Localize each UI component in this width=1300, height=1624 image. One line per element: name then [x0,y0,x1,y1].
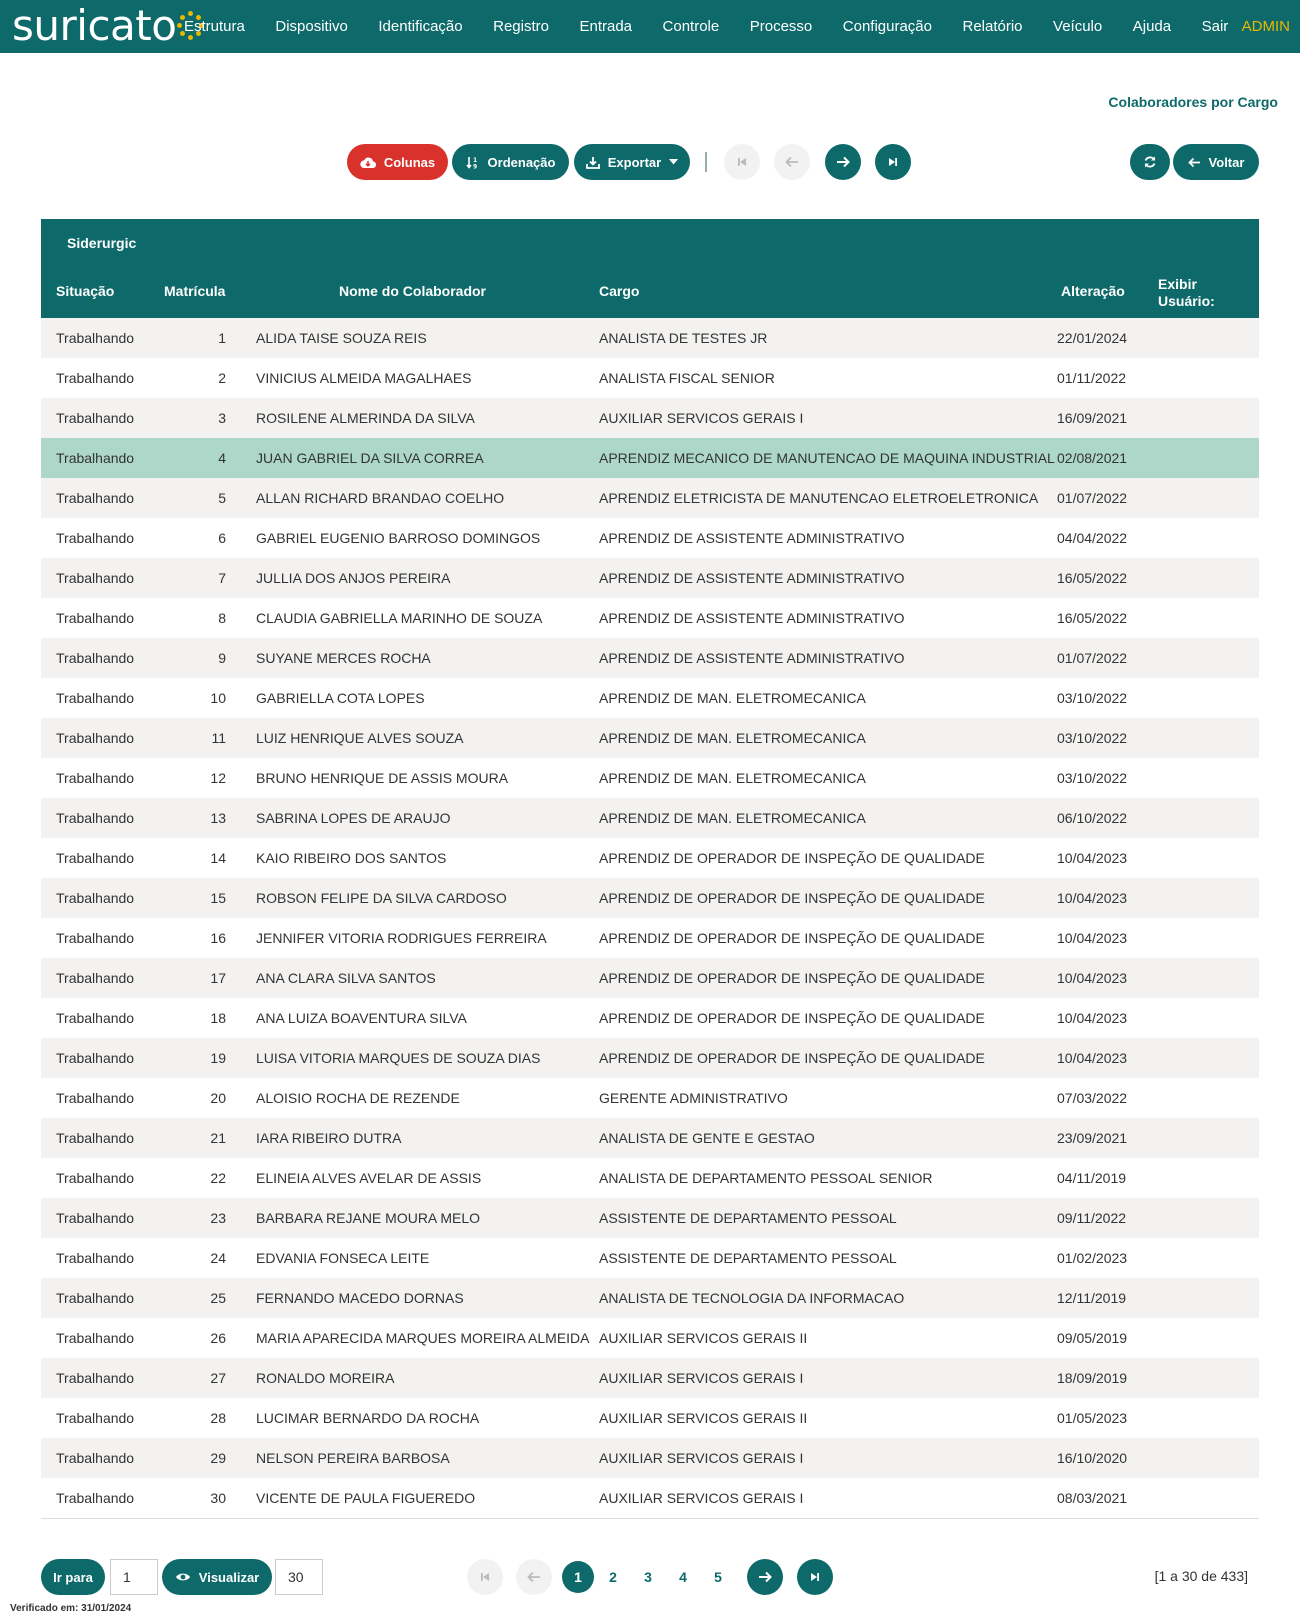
caret-down-icon [669,159,678,165]
cell-matricula: 10 [210,690,226,706]
cell-nome: KAIO RIBEIRO DOS SANTOS [256,850,447,866]
last-page-button[interactable] [875,144,911,180]
table-row[interactable] [41,1078,1259,1118]
cell-matricula: 20 [210,1090,226,1106]
cell-matricula: 30 [210,1490,226,1506]
cell-situacao: Trabalhando [56,1010,135,1026]
cell-situacao: Trabalhando [56,1170,135,1186]
cell-matricula: 27 [210,1370,226,1386]
cell-cargo: ANALISTA DE DEPARTAMENTO PESSOAL SENIOR [599,1170,933,1186]
go-to-page-input[interactable]: 1 [110,1559,158,1595]
cell-situacao: Trabalhando [56,1290,135,1306]
table-row[interactable] [41,478,1259,518]
cell-nome: ROBSON FELIPE DA SILVA CARDOSO [256,890,507,906]
skip-last-icon [887,156,899,168]
back-button-label: Voltar [1208,154,1245,170]
table-row[interactable] [41,1478,1259,1518]
cell-matricula: 26 [210,1330,226,1346]
table-row[interactable] [41,1118,1259,1158]
cell-cargo: AUXILIAR SERVICOS GERAIS I [599,1490,804,1506]
cell-cargo: APRENDIZ DE OPERADOR DE INSPEÇÃO DE QUALIDADE [599,850,985,866]
cell-cargo: APRENDIZ DE OPERADOR DE INSPEÇÃO DE QUALIDADE [599,1050,985,1066]
nav-item-configuracao[interactable]: Configuração [842,18,932,35]
cell-situacao: Trabalhando [56,1250,135,1266]
cell-nome: CLAUDIA GABRIELLA MARINHO DE SOUZA [256,610,543,626]
cell-situacao: Trabalhando [56,1090,135,1106]
cell-alteracao: 16/09/2021 [1057,410,1128,426]
cell-nome: ROSILENE ALMERINDA DA SILVA [256,410,475,426]
cell-matricula: 18 [210,1010,226,1026]
cell-situacao: Trabalhando [56,650,135,666]
toolbar-separator [705,152,707,172]
cell-situacao: Trabalhando [56,1370,135,1386]
eye-icon [175,1571,191,1583]
nav-item-entrada[interactable]: Entrada [579,18,633,35]
page-number-5[interactable]: 5 [714,1569,722,1585]
cell-cargo: APRENDIZ DE ASSISTENTE ADMINISTRATIVO [599,530,905,546]
sort-button[interactable] [452,144,569,180]
cell-nome: JULLIA DOS ANJOS PEREIRA [256,570,451,586]
cell-cargo: AUXILIAR SERVICOS GERAIS I [599,410,804,426]
cell-matricula: 4 [218,450,226,466]
table-row[interactable] [41,1278,1259,1318]
download-icon [586,156,600,169]
cell-cargo: ANALISTA FISCAL SENIOR [599,370,775,386]
cell-cargo: APRENDIZ DE MAN. ELETROMECANICA [599,810,866,826]
cell-nome: BRUNO HENRIQUE DE ASSIS MOURA [256,770,509,786]
cell-alteracao: 03/10/2022 [1057,770,1128,786]
cell-nome: NELSON PEREIRA BARBOSA [256,1450,450,1466]
cell-situacao: Trabalhando [56,1210,135,1226]
cell-nome: VINICIUS ALMEIDA MAGALHAES [256,370,472,386]
cell-nome: JUAN GABRIEL DA SILVA CORREA [256,450,484,466]
cell-situacao: Trabalhando [56,330,135,346]
table-row[interactable] [41,798,1259,838]
table-row[interactable] [41,1358,1259,1398]
cell-cargo: APRENDIZ DE OPERADOR DE INSPEÇÃO DE QUALIDADE [599,1010,985,1026]
cell-alteracao: 10/04/2023 [1057,850,1128,866]
table-row[interactable] [41,1198,1259,1238]
table-row[interactable] [41,1038,1259,1078]
svg-text:1: 1 [472,156,477,164]
cell-matricula: 15 [210,890,226,906]
sort-button-label: Ordenação [487,154,556,170]
table-row[interactable] [41,958,1259,998]
cell-situacao: Trabalhando [56,410,135,426]
cell-alteracao: 18/09/2019 [1057,1370,1128,1386]
nav-item-relatorio[interactable]: Relatório [962,18,1023,35]
cell-alteracao: 10/04/2023 [1057,1050,1128,1066]
header-cargo[interactable]: Cargo [599,283,640,299]
page-size-input[interactable]: 30 [275,1559,323,1595]
skip-first-icon [736,156,748,168]
footer-last-page-button[interactable] [797,1559,833,1595]
cell-matricula: 17 [210,970,226,986]
table-row[interactable] [41,518,1259,558]
top-navbar [0,0,1300,53]
nav-item-sair[interactable]: Sair [1201,18,1229,35]
cell-matricula: 16 [210,930,226,946]
cell-alteracao: 12/11/2019 [1057,1290,1127,1306]
back-button[interactable] [1173,144,1259,180]
cell-situacao: Trabalhando [56,850,135,866]
nav-item-identificacao[interactable]: Identificação [378,18,463,35]
cell-matricula: 1 [218,330,226,346]
cell-nome: RONALDO MOREIRA [256,1370,395,1386]
nav-item-registro[interactable]: Registro [493,18,549,35]
cell-alteracao: 08/03/2021 [1057,1490,1128,1506]
table-row[interactable] [41,638,1259,678]
columns-button[interactable] [347,144,448,180]
cell-nome: JENNIFER VITORIA RODRIGUES FERREIRA [256,930,547,946]
cell-alteracao: 02/08/2021 [1057,450,1128,466]
footer-next-page-button[interactable] [747,1559,783,1595]
cell-nome: LUISA VITORIA MARQUES DE SOUZA DIAS [256,1050,541,1066]
next-page-button[interactable] [825,144,861,180]
arrow-left-icon [785,156,799,168]
cell-situacao: Trabalhando [56,1050,135,1066]
header-nome[interactable]: Nome do Colaborador [339,283,487,299]
cell-alteracao: 01/11/2022 [1057,370,1127,386]
cell-matricula: 24 [210,1250,226,1266]
nav-item-veiculo[interactable]: Veículo [1053,18,1103,35]
header-exibir-line1: Exibir [1158,276,1197,292]
table-row[interactable] [41,998,1259,1038]
user-admin-link[interactable]: ADMIN [1241,18,1290,35]
cell-cargo: ANALISTA DE TESTES JR [599,330,768,346]
cell-nome: GABRIEL EUGENIO BARROSO DOMINGOS [256,530,541,546]
cell-matricula: 5 [218,490,226,506]
cell-situacao: Trabalhando [56,1130,135,1146]
report-title: Colaboradores por Cargo [1108,94,1278,110]
cell-alteracao: 06/10/2022 [1057,810,1128,826]
table-row[interactable] [41,718,1259,758]
cell-matricula: 23 [210,1210,226,1226]
arrow-left-icon [527,1571,541,1583]
cell-cargo: AUXILIAR SERVICOS GERAIS I [599,1370,804,1386]
cell-cargo: ASSISTENTE DE DEPARTAMENTO PESSOAL [599,1210,897,1226]
table-row[interactable] [41,678,1259,718]
main-menu [184,0,1259,53]
cell-alteracao: 16/05/2022 [1057,570,1128,586]
record-range-info: [1 a 30 de 433] [1154,1568,1248,1584]
cell-situacao: Trabalhando [56,1330,135,1346]
page-number-4[interactable]: 4 [679,1569,687,1585]
cell-situacao: Trabalhando [56,530,135,546]
cell-cargo: AUXILIAR SERVICOS GERAIS I [599,1450,804,1466]
cell-alteracao: 10/04/2023 [1057,890,1128,906]
export-button[interactable] [574,144,690,180]
cell-situacao: Trabalhando [56,770,135,786]
table-row[interactable] [41,918,1259,958]
header-alteracao[interactable]: Alteração [1061,283,1125,299]
cell-situacao: Trabalhando [56,810,135,826]
view-count-button[interactable] [162,1559,272,1595]
cell-matricula: 9 [218,650,226,666]
cell-cargo: APRENDIZ DE MAN. ELETROMECANICA [599,690,866,706]
cell-situacao: Trabalhando [56,370,135,386]
header-matricula[interactable]: Matrícula [164,283,226,299]
group-label: Siderurgic [67,235,137,251]
cell-cargo: APRENDIZ DE MAN. ELETROMECANICA [599,770,866,786]
cell-alteracao: 03/10/2022 [1057,690,1128,706]
cell-matricula: 29 [210,1450,226,1466]
cell-cargo: ASSISTENTE DE DEPARTAMENTO PESSOAL [599,1250,897,1266]
cell-situacao: Trabalhando [56,890,135,906]
arrow-right-icon [758,1571,772,1583]
previous-page-button[interactable] [774,144,810,180]
suricato-logo[interactable] [12,2,204,50]
cell-matricula: 19 [210,1050,226,1066]
cell-cargo: APRENDIZ ELETRICISTA DE MANUTENCAO ELETROELETRONICA [599,490,1039,506]
cell-cargo: AUXILIAR SERVICOS GERAIS II [599,1410,808,1426]
cell-nome: FERNANDO MACEDO DORNAS [256,1290,464,1306]
cell-alteracao: 01/07/2022 [1057,490,1128,506]
cell-alteracao: 16/05/2022 [1057,610,1128,626]
cell-alteracao: 04/04/2022 [1057,530,1128,546]
cell-matricula: 2 [218,370,226,386]
cell-situacao: Trabalhando [56,970,135,986]
table-row[interactable] [41,558,1259,598]
cell-situacao: Trabalhando [56,570,135,586]
skip-first-icon [479,1571,491,1583]
cell-nome: VICENTE DE PAULA FIGUEREDO [256,1490,476,1506]
cell-nome: LUCIMAR BERNARDO DA ROCHA [256,1410,480,1426]
cell-situacao: Trabalhando [56,730,135,746]
cell-nome: ALIDA TAISE SOUZA REIS [256,330,427,346]
cell-alteracao: 10/04/2023 [1057,1010,1128,1026]
svg-text:9: 9 [472,163,477,169]
table-row[interactable] [41,398,1259,438]
cell-nome: IARA RIBEIRO DUTRA [256,1130,402,1146]
nav-item-dispositivo[interactable]: Dispositivo [275,18,348,35]
cell-alteracao: 03/10/2022 [1057,730,1128,746]
cell-alteracao: 01/05/2023 [1057,1410,1128,1426]
arrow-right-icon [836,156,850,168]
cell-alteracao: 22/01/2024 [1057,330,1128,346]
cell-situacao: Trabalhando [56,1410,135,1426]
cell-cargo: APRENDIZ DE MAN. ELETROMECANICA [599,730,866,746]
logo-text: suricato [12,1,177,50]
cell-nome: GABRIELLA COTA LOPES [256,690,425,706]
cell-matricula: 13 [210,810,226,826]
cell-cargo: APRENDIZ DE OPERADOR DE INSPEÇÃO DE QUALIDADE [599,930,985,946]
cell-alteracao: 04/11/2019 [1057,1170,1127,1186]
cell-cargo: GERENTE ADMINISTRATIVO [599,1090,788,1106]
cell-nome: EDVANIA FONSECA LEITE [256,1250,430,1266]
header-situacao[interactable]: Situação [56,283,115,299]
refresh-button[interactable] [1130,144,1170,180]
cell-matricula: 6 [218,530,226,546]
cell-nome: LUIZ HENRIQUE ALVES SOUZA [256,730,464,746]
table-row[interactable] [41,318,1259,358]
cell-matricula: 3 [218,410,226,426]
table-row[interactable] [41,758,1259,798]
cell-alteracao: 07/03/2022 [1057,1090,1128,1106]
employees-table [41,219,1259,1519]
nav-item-processo[interactable]: Processo [749,18,813,35]
arrow-left-icon [1188,157,1201,168]
go-to-button[interactable]: Ir para [41,1559,105,1595]
columns-button-label: Colunas [383,154,436,170]
cell-situacao: Trabalhando [56,450,135,466]
cell-nome: ANA LUIZA BOAVENTURA SILVA [256,1010,467,1026]
sort-numeric-icon [466,156,480,169]
cell-cargo: ANALISTA DE GENTE E GESTAO [599,1130,815,1146]
cell-nome: ALOISIO ROCHA DE REZENDE [256,1090,460,1106]
cell-matricula: 25 [210,1290,226,1306]
cell-cargo: APRENDIZ DE ASSISTENTE ADMINISTRATIVO [599,570,905,586]
cell-matricula: 11 [211,730,226,746]
nav-item-estrutura[interactable]: Estrutura [184,18,245,35]
cell-matricula: 22 [210,1170,226,1186]
cell-matricula: 8 [218,610,226,626]
table-row[interactable] [41,1438,1259,1478]
cell-situacao: Trabalhando [56,1490,135,1506]
table-row[interactable] [41,1238,1259,1278]
cell-alteracao: 16/10/2020 [1057,1450,1128,1466]
table-row[interactable] [41,438,1259,478]
cell-matricula: 14 [210,850,226,866]
cell-alteracao: 10/04/2023 [1057,930,1128,946]
page-number-3[interactable]: 3 [644,1569,652,1585]
cell-nome: ALLAN RICHARD BRANDAO COELHO [256,490,505,506]
cell-nome: SUYANE MERCES ROCHA [256,650,431,666]
cell-situacao: Trabalhando [56,1450,135,1466]
export-button-label: Exportar [607,154,662,170]
cell-matricula: 21 [210,1130,226,1146]
page-number-1[interactable]: 1 [562,1561,594,1593]
table-row[interactable] [41,1318,1259,1358]
cell-nome: MARIA APARECIDA MARQUES MOREIRA ALMEIDA [256,1330,590,1346]
table-row[interactable] [41,598,1259,638]
cell-alteracao: 01/02/2023 [1057,1250,1128,1266]
cell-cargo: APRENDIZ DE ASSISTENTE ADMINISTRATIVO [599,650,905,666]
cell-alteracao: 09/05/2019 [1057,1330,1128,1346]
table-row[interactable] [41,358,1259,398]
cell-situacao: Trabalhando [56,610,135,626]
nav-item-ajuda[interactable]: Ajuda [1132,18,1172,35]
verified-date: Verificado em: 31/01/2024 [10,1603,132,1614]
cell-nome: SABRINA LOPES DE ARAUJO [256,810,451,826]
cell-cargo: APRENDIZ DE OPERADOR DE INSPEÇÃO DE QUALIDADE [599,890,985,906]
cell-nome: ANA CLARA SILVA SANTOS [256,970,436,986]
header-exibir-usuario[interactable] [1158,276,1215,310]
table-body [41,318,1259,1518]
cell-cargo: AUXILIAR SERVICOS GERAIS II [599,1330,808,1346]
cell-cargo: ANALISTA DE TECNOLOGIA DA INFORMACAO [599,1290,905,1306]
page-number-2[interactable]: 2 [609,1569,617,1585]
cloud-download-icon [360,156,376,169]
cell-alteracao: 01/07/2022 [1057,650,1128,666]
footer-previous-page-button[interactable] [516,1559,552,1595]
table-row[interactable] [41,1158,1259,1198]
refresh-icon [1143,155,1157,169]
cell-nome: BARBARA REJANE MOURA MELO [256,1210,481,1226]
skip-last-icon [809,1571,821,1583]
table-row[interactable] [41,878,1259,918]
table-row[interactable] [41,1398,1259,1438]
cell-situacao: Trabalhando [56,690,135,706]
cell-cargo: APRENDIZ DE OPERADOR DE INSPEÇÃO DE QUALIDADE [599,970,985,986]
cell-matricula: 7 [218,570,226,586]
cell-cargo: APRENDIZ MECANICO DE MANUTENCAO DE MAQUINA INDUSTRIAL [599,450,1055,466]
nav-item-controle[interactable]: Controle [662,18,720,35]
table-row[interactable] [41,838,1259,878]
table-bottom-border [41,1518,1259,1519]
cell-matricula: 12 [210,770,226,786]
cell-situacao: Trabalhando [56,930,135,946]
header-exibir-line2: Usuário: [1158,293,1215,309]
cell-alteracao: 23/09/2021 [1057,1130,1128,1146]
view-count-label: Visualizar [198,1569,260,1585]
cell-alteracao: 10/04/2023 [1057,970,1128,986]
cell-cargo: APRENDIZ DE ASSISTENTE ADMINISTRATIVO [599,610,905,626]
cell-matricula: 28 [210,1410,226,1426]
table-header [41,219,1259,318]
first-page-button[interactable] [724,144,760,180]
cell-nome: ELINEIA ALVES AVELAR DE ASSIS [256,1170,482,1186]
cell-situacao: Trabalhando [56,490,135,506]
cell-alteracao: 09/11/2022 [1057,1210,1127,1226]
footer-first-page-button[interactable] [467,1559,503,1595]
